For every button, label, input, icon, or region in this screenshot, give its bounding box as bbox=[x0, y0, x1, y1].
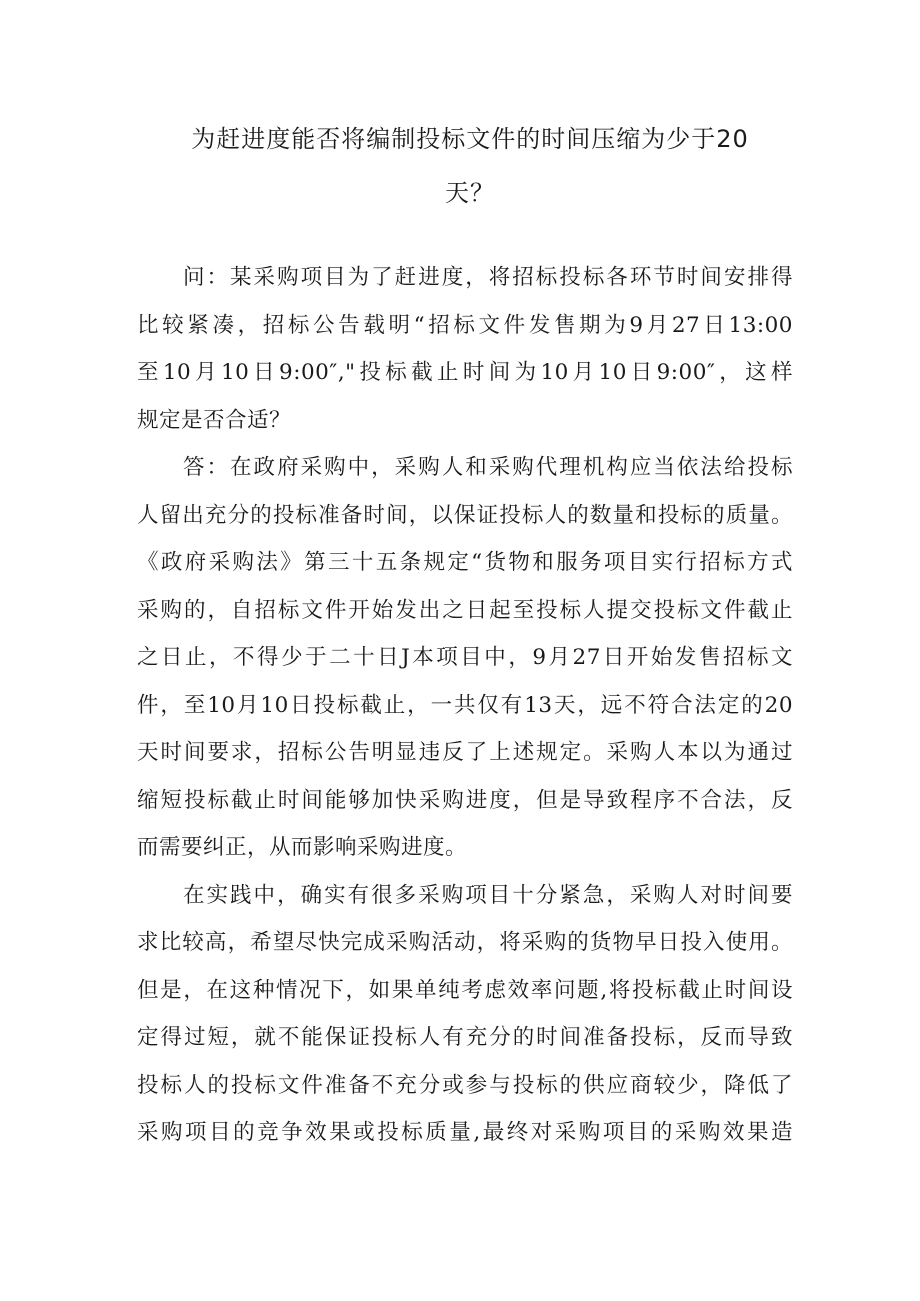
text-line: 《政府采购法》第三十五条规定“货物和服务项目实行招标方式 bbox=[137, 550, 793, 575]
text-line: 而需要纠正，从而影响采购进度。 bbox=[137, 835, 468, 860]
document-title bbox=[140, 112, 800, 220]
text-line: 规定是否合适？ bbox=[137, 407, 292, 433]
text-line: 至10月10日9:00″,"投标截止时间为10月10日9:00″，这样 bbox=[137, 360, 793, 385]
text-line: 缩短投标截止时间能够加快采购进度，但是导致程序不合法，反 bbox=[137, 787, 793, 813]
text-line: 之日止，不得少于二十日J本项目中，9月27日开始发售招标文 bbox=[137, 645, 793, 670]
text-line: 但是，在这种情况下，如果单纯考虑效率问题,将投标截止时间设 bbox=[137, 977, 793, 1003]
question-paragraph bbox=[137, 254, 793, 444]
practice-paragraph bbox=[137, 872, 793, 1157]
text-line: 天时间要求，招标公告明显违反了上述规定。采购人本以为通过 bbox=[137, 740, 793, 765]
text-line: 件，至10月10日投标截止，一共仅有13天，远不符合法定的20 bbox=[137, 692, 793, 718]
title-line: 为赶进度能否将编制投标文件的时间压缩为少于20 bbox=[191, 125, 749, 153]
answer-paragraph bbox=[137, 444, 793, 872]
text-line: 比较紧凑，招标公告载明“招标文件发售期为9月27日13:00 bbox=[137, 312, 793, 338]
text-line: 采购项目的竞争效果或投标质量,最终对采购项目的采购效果造 bbox=[137, 1120, 793, 1145]
text-line: 采购的，自招标文件开始发出之日起至投标人提交投标文件截止 bbox=[137, 597, 793, 623]
document-body bbox=[137, 254, 793, 1157]
text-line: 定得过短，就不能保证投标人有充分的时间准备投标，反而导致 bbox=[137, 1025, 793, 1050]
text-line: 投标人的投标文件准备不充分或参与投标的供应商较少，降低了 bbox=[137, 1072, 793, 1098]
text-line: 问：某采购项目为了赶进度，将招标投标各环节时间安排得 bbox=[183, 265, 793, 290]
text-line: 求比较高，希望尽快完成采购活动，将采购的货物早日投入使用。 bbox=[137, 930, 793, 955]
text-line: 人留出充分的投标准备时间，以保证投标人的数量和投标的质量。 bbox=[137, 502, 793, 528]
text-line: 在实践中，确实有很多采购项目十分紧急，采购人对时间要 bbox=[183, 882, 793, 908]
title-line: 天？ bbox=[445, 179, 495, 207]
text-line: 答：在政府采购中，采购人和采购代理机构应当依法给投标 bbox=[183, 455, 793, 480]
